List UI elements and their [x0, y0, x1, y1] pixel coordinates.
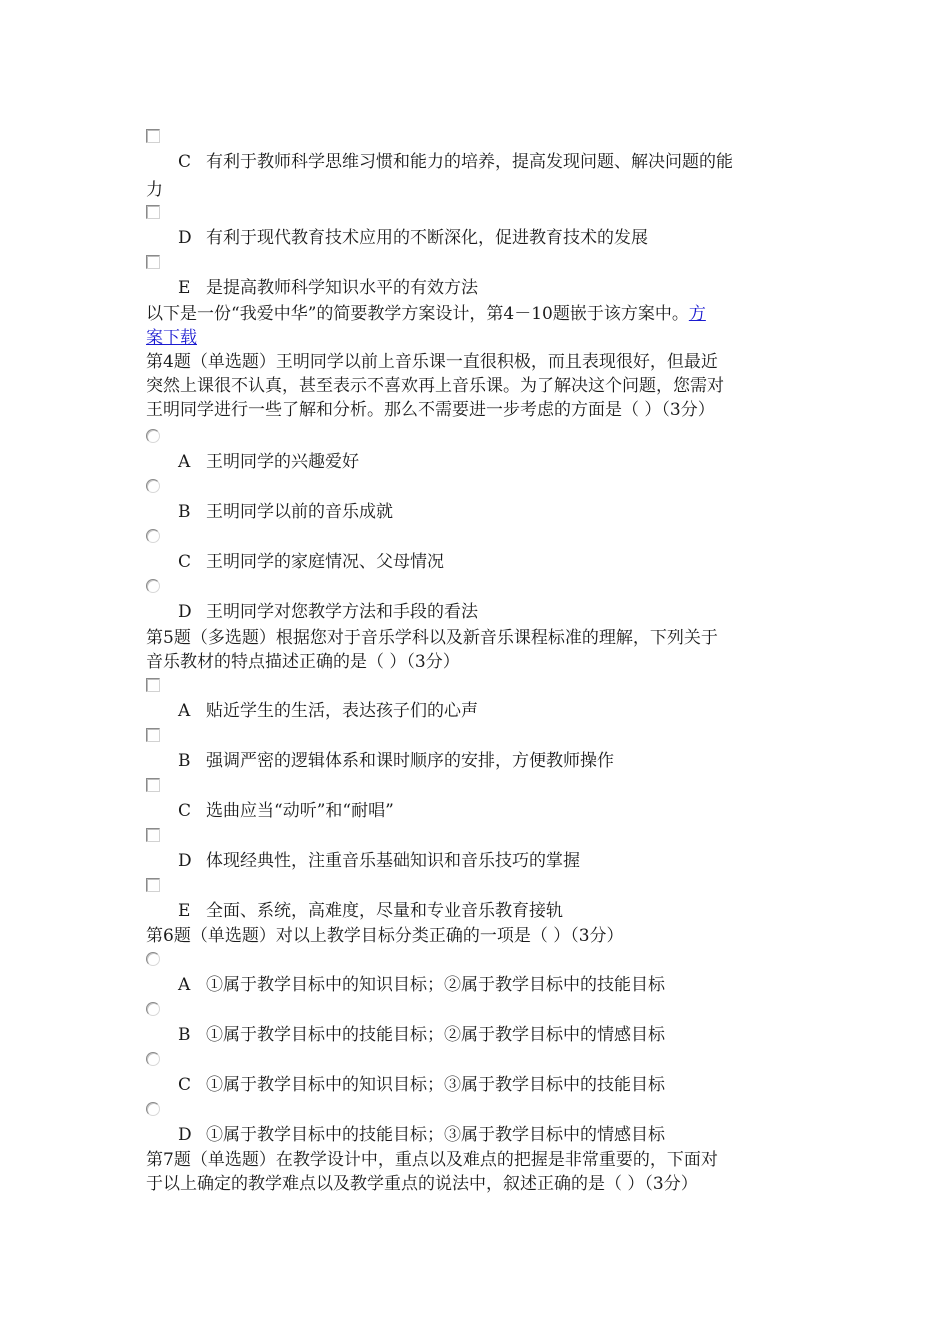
- option-letter: D: [178, 851, 192, 871]
- question-6-stem: [146, 924, 806, 948]
- option-letter: A: [178, 975, 191, 995]
- checkbox[interactable]: [146, 728, 160, 742]
- option-text: 王明同学的兴趣爱好: [206, 452, 359, 472]
- stem-line: 王明同学进行一些了解和分析。那么不需要进一步考虑的方面是（ ）（3分）: [146, 400, 715, 420]
- radio-button[interactable]: [146, 529, 160, 543]
- intro-text: 以下是一份“我爱中华”的简要教学方案设计，第4－10题嵌于该方案中。: [146, 304, 689, 324]
- q4-option-a[interactable]: [146, 429, 806, 477]
- intro-paragraph: [146, 302, 806, 350]
- option-letter: A: [178, 452, 191, 472]
- option-text: ①属于教学目标中的知识目标；③属于教学目标中的技能目标: [206, 1075, 665, 1095]
- radio-button[interactable]: [146, 479, 160, 493]
- stem-line: 音乐教材的特点描述正确的是（ ）（3分）: [146, 652, 460, 672]
- option-letter: C: [178, 801, 192, 821]
- q5-option-d[interactable]: [146, 828, 806, 876]
- radio-button[interactable]: [146, 1102, 160, 1116]
- option-letter: C: [178, 1075, 192, 1095]
- option-letter: E: [178, 278, 191, 298]
- checkbox[interactable]: [146, 205, 160, 219]
- q6-option-c[interactable]: [146, 1052, 806, 1100]
- checkbox[interactable]: [146, 129, 160, 143]
- stem-line: 第7题（单选题）在教学设计中，重点以及难点的把握是非常重要的，下面对: [146, 1150, 718, 1170]
- question-5-stem: [146, 626, 806, 674]
- q4-option-c[interactable]: [146, 529, 806, 577]
- q5-option-a[interactable]: [146, 678, 806, 726]
- radio-button[interactable]: [146, 952, 160, 966]
- option-text: 强调严密的逻辑体系和课时顺序的安排，方便教师操作: [206, 751, 614, 771]
- option-text: 是提高教师科学知识水平的有效方法: [206, 278, 478, 298]
- radio-button[interactable]: [146, 1052, 160, 1066]
- download-link-part1[interactable]: 方: [688, 304, 706, 324]
- stem-line: 第4题（单选题）王明同学以前上音乐课一直很积极，而且表现很好，但最近: [146, 352, 718, 372]
- radio-button[interactable]: [146, 579, 160, 593]
- option-e[interactable]: [146, 255, 806, 303]
- q5-option-b[interactable]: [146, 728, 806, 776]
- stem-line: 于以上确定的教学难点以及教学重点的说法中，叙述正确的是（ ）（3分）: [146, 1174, 698, 1194]
- question-4-stem: [146, 350, 806, 422]
- option-text: 有利于现代教育技术应用的不断深化，促进教育技术的发展: [206, 228, 648, 248]
- option-text: 体现经典性，注重音乐基础知识和音乐技巧的掌握: [206, 851, 580, 871]
- checkbox[interactable]: [146, 828, 160, 842]
- option-text-wrap: 力: [146, 180, 163, 200]
- stem-line: 第5题（多选题）根据您对于音乐学科以及新音乐课程标准的理解，下列关于: [146, 628, 718, 648]
- option-text: 王明同学的家庭情况、父母情况: [206, 552, 444, 572]
- option-text: ①属于教学目标中的技能目标；②属于教学目标中的情感目标: [206, 1025, 665, 1045]
- option-text: 有利于教师科学思维习惯和能力的培养，提高发现问题、解决问题的能: [206, 152, 733, 172]
- option-d[interactable]: [146, 205, 806, 253]
- option-letter: D: [178, 1125, 192, 1145]
- option-text: 王明同学以前的音乐成就: [206, 502, 393, 522]
- option-letter: D: [178, 602, 192, 622]
- q4-option-d[interactable]: [146, 579, 806, 627]
- q6-option-d[interactable]: [146, 1102, 806, 1150]
- option-c[interactable]: [146, 129, 806, 177]
- checkbox[interactable]: [146, 878, 160, 892]
- q5-option-c[interactable]: [146, 778, 806, 826]
- question-page: [146, 0, 806, 1344]
- q6-option-a[interactable]: [146, 952, 806, 1000]
- option-letter: C: [178, 552, 192, 572]
- q4-option-b[interactable]: [146, 479, 806, 527]
- option-letter: A: [178, 701, 191, 721]
- option-text: ①属于教学目标中的知识目标；②属于教学目标中的技能目标: [206, 975, 665, 995]
- option-letter: B: [178, 751, 191, 771]
- q6-option-b[interactable]: [146, 1002, 806, 1050]
- option-letter: E: [178, 901, 191, 921]
- stem-line: 第6题（单选题）对以上教学目标分类正确的一项是（ ）（3分）: [146, 926, 624, 946]
- option-letter: B: [178, 1025, 191, 1045]
- checkbox[interactable]: [146, 778, 160, 792]
- option-letter: C: [178, 152, 192, 172]
- option-text: 选曲应当“动听”和“耐唱”: [206, 801, 394, 821]
- question-7-stem: [146, 1148, 806, 1196]
- radio-button[interactable]: [146, 429, 160, 443]
- option-text: 贴近学生的生活，表达孩子们的心声: [206, 701, 478, 721]
- option-text: 王明同学对您教学方法和手段的看法: [206, 602, 478, 622]
- q5-option-e[interactable]: [146, 878, 806, 926]
- option-text: ①属于教学目标中的技能目标；③属于教学目标中的情感目标: [206, 1125, 665, 1145]
- option-letter: D: [178, 228, 192, 248]
- stem-line: 突然上课很不认真，甚至表示不喜欢再上音乐课。为了解决这个问题，您需对: [146, 376, 724, 396]
- download-link-part2[interactable]: 案下载: [146, 328, 197, 348]
- radio-button[interactable]: [146, 1002, 160, 1016]
- option-text: 全面、系统，高难度，尽量和专业音乐教育接轨: [206, 901, 563, 921]
- option-letter: B: [178, 502, 191, 522]
- checkbox[interactable]: [146, 255, 160, 269]
- checkbox[interactable]: [146, 678, 160, 692]
